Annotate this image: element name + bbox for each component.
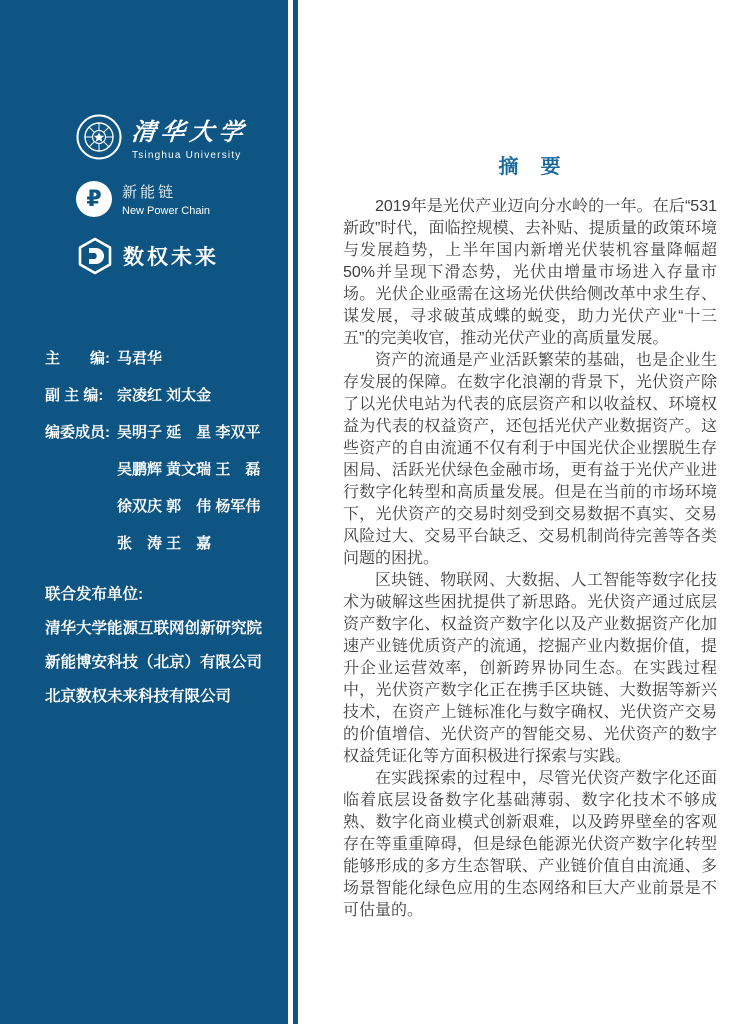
credit-row-deputy-editors [45,385,275,407]
tsinghua-name-en: Tsinghua University [132,150,242,161]
publisher-item-tsinghua-institute: 清华大学能源互联网创新研究院 [45,620,263,637]
abstract-paragraph-3: 区块链、物联网、大数据、人工智能等数字化技术为破解这些困扰提供了新思路。光伏资产通过底层资产数字化、权益资产数字化以及产业数据资产化加速产业链优质资产的流通，挖掘产业内数据价值，提升企业运营效率，创新跨界协同生态。在实践过程中，光伏资产数字化正在携手区块链、大数据等新兴技术，在资产上链标准化与数字确权、光伏资产交易的价值增信、光伏资产的智能交易、光伏资产的数字权益凭证化等方面积极进行探索与实践。 [343,572,717,765]
credit-names: 宗凌红 刘太金 [117,387,212,404]
credit-row-committee-4 [45,533,275,555]
credit-label [45,496,113,518]
credit-row-committee-1 [45,422,275,444]
publisher-item-xinneng-boan: 新能博安科技（北京）有限公司 [45,654,263,671]
abstract-paragraph-4: 在实践探索的过程中，尽管光伏资产数字化还面临着底层设备数字化基础薄弱、数字化技术不够成熟、数字化商业模式创新艰难，以及跨界壁垒的客观存在等重重障碍，但是绿色能源光伏资产数字化转型能够形成的多方生态智联、产业链价值自由流通、多场景智能化绿色应用的生态网络和巨大产业前景是不可估量的。 [343,770,717,919]
left-panel [0,0,288,1024]
tsinghua-name-zh: 清华大学 [130,117,250,146]
new-power-chain-logo [76,181,286,217]
shuquan-future-logo [76,237,286,275]
publishers-heading: 联合发布单位: [45,586,144,603]
logo-block [76,112,286,275]
credit-row-committee-3 [45,496,275,518]
tsinghua-logo-text [132,112,248,161]
abstract-title: 摘 要 [498,156,562,178]
tsinghua-seal-icon [76,114,122,160]
shuquan-hexagon-icon [76,237,114,275]
credit-label [45,459,113,481]
credit-row-committee-2 [45,459,275,481]
abstract-body [343,196,717,922]
new-power-chain-icon: ₽ [76,181,112,217]
credit-names: 徐双庆 郭 伟 杨军伟 [117,498,261,515]
publisher-item-beijing-shuquan: 北京数权未来科技有限公司 [45,688,232,705]
abstract-paragraph-1: 2019年是光伏产业迈向分水岭的一年。在后“531新政”时代，面临控规模、去补贴、提质量的政策环境与发展趋势，上半年国内新增光伏装机容量降幅超50%并呈现下滑态势，光伏由增量市场进入存量市场。光伏企业亟需在这场光伏供给侧改革中求生存、谋发展，寻求破茧成蝶的蜕变，助力光伏产业“十三五”的完美收官，推动光伏产业的高质量发展。 [343,198,717,347]
credit-label: 副 主 编: [45,387,104,404]
abstract-section [343,150,717,922]
credit-label: 主 编: [45,350,110,367]
tsinghua-logo [76,112,286,161]
credit-names: 张 涛 王 嘉 [117,535,212,552]
editor-credits [45,348,275,570]
credit-names: 吴鹏辉 黄文瑞 王 磊 [117,461,261,478]
new-power-chain-name-zh: 新能链 [122,184,177,201]
credit-names: 马君华 [117,350,163,367]
new-power-chain-name-en: New Power Chain [122,205,211,217]
credit-names: 吴明子 延 星 李双平 [117,424,261,441]
abstract-paragraph-2: 资产的流通是产业活跃繁荣的基础，也是企业生存发展的保障。在数字化浪潮的背景下，光伏资产除了以光伏电站为代表的底层资产和以收益权、环境权益为代表的权益资产，还包括光伏产业数据资产。这些资产的自由流通不仅有利于中国光伏企业摆脱生存困局、活跃光伏绿色金融市场，更有益于光伏产业进行数字化转型和高质量发展。但是在当前的市场环境下，光伏资产的交易时刻受到交易数据不真实、交易风险过大、交易平台缺乏、交易机制尚待完善等各类问题的困扰。 [343,352,717,567]
sidebar-accent-line [293,0,298,1024]
credit-label [45,533,113,555]
new-power-chain-text [122,181,210,217]
credit-row-chief-editor [45,348,275,370]
publishers-block [45,585,285,721]
shuquan-future-name-zh: 数权未来 [123,246,219,269]
credit-label: 编委成员: [45,424,110,441]
